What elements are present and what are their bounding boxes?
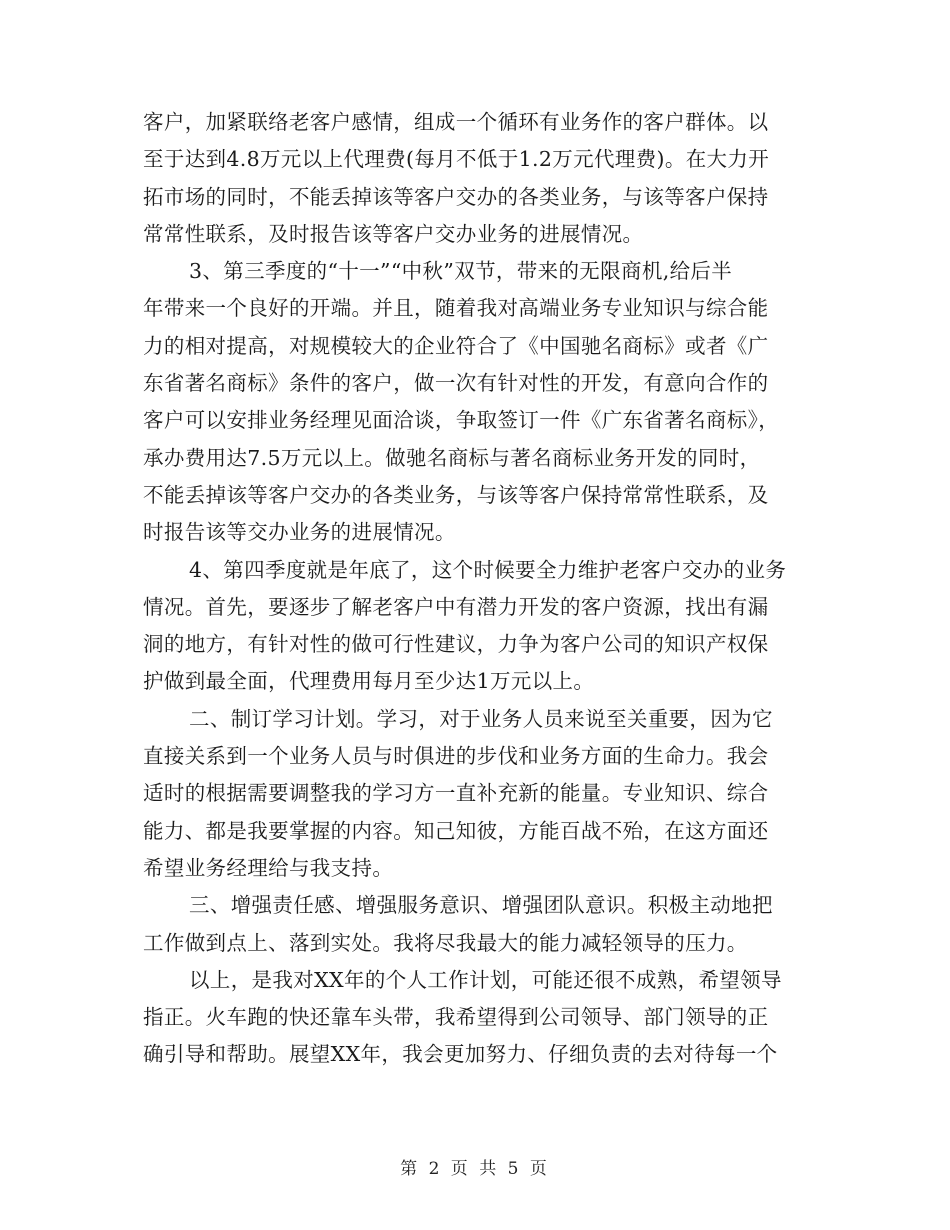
text-line-23: 工作做到点上、落到实处。我将尽我最大的能力减轻领导的压力。 (143, 930, 748, 955)
text-line-4: 常常性联系，及时报告该等客户交办业务的进展情况。 (143, 221, 644, 246)
page-number-footer: 第 2 页 共 5 页 (400, 1159, 550, 1179)
text-line-13: 4、第四季度就是年底了，这个时候要全力维护老客户交办的业务 (189, 557, 787, 582)
text-line-2: 至于达到4.8万元以上代理费(每月不低于1.2万元代理费)。在大力开 (143, 147, 770, 172)
document-body (143, 104, 811, 1074)
text-line-25: 指正。火车跑的快还靠车头带，我希望得到公司领导、部门领导的正 (143, 1005, 769, 1030)
text-line-19: 适时的根据需要调整我的学习方一直补充新的能量。专业知识、综合 (143, 781, 769, 806)
text-line-24: 以上，是我对XX年的个人工作计划，可能还很不成熟，希望领导 (189, 967, 782, 992)
text-line-20: 能力、都是我要掌握的内容。知己知彼，方能百战不殆，在这方面还 (143, 818, 769, 843)
text-line-18: 直接关系到一个业务人员与时俱进的步伐和业务方面的生命力。我会 (143, 744, 769, 769)
text-line-17: 二、制订学习计划。学习，对于业务人员来说至关重要，因为它 (189, 706, 773, 731)
text-line-21: 希望业务经理给与我支持。 (143, 855, 394, 880)
text-line-15: 洞的地方，有针对性的做可行性建议，力争为客户公司的知识产权保 (143, 632, 769, 657)
text-line-11: 不能丢掉该等客户交办的各类业务，与该等客户保持常常性联系，及 (143, 482, 769, 507)
text-line-26: 确引导和帮助。展望XX年，我会更加努力、仔细负责的去对待每一个 (143, 1042, 778, 1067)
text-line-5: 3、第三季度的“十一”“中秋”双节，带来的无限商机,给后半 (189, 259, 733, 284)
text-line-14: 情况。首先，要逐步了解老客户中有潜力开发的客户资源，找出有漏 (143, 594, 769, 619)
text-line-8: 东省著名商标》条件的客户，做一次有针对性的开发，有意向合作的 (143, 371, 769, 396)
text-line-12: 时报告该等交办业务的进展情况。 (143, 520, 456, 545)
text-line-1: 客户，加紧联络老客户感情，组成一个循环有业务作的客户群体。以 (143, 110, 769, 134)
text-line-16: 护做到最全面，代理费用每月至少达1万元以上。 (143, 669, 595, 694)
text-line-3: 拓市场的同时，不能丢掉该等客户交办的各类业务，与该等客户保持 (143, 184, 769, 209)
text-line-22: 三、增强责任感、增强服务意识、增强团队意识。积极主动地把 (189, 893, 773, 918)
text-line-7: 力的相对提高，对规模较大的企业符合了《中国驰名商标》或者《广 (143, 333, 769, 358)
text-line-10: 承办费用达7.5万元以上。做驰名商标与著名商标业务开发的同时， (143, 445, 761, 470)
text-line-9: 客户可以安排业务经理见面洽谈，争取签订一件《广东省著名商标》， (143, 408, 780, 433)
text-line-6: 年带来一个良好的开端。并且，随着我对高端业务专业知识与综合能 (143, 296, 769, 321)
